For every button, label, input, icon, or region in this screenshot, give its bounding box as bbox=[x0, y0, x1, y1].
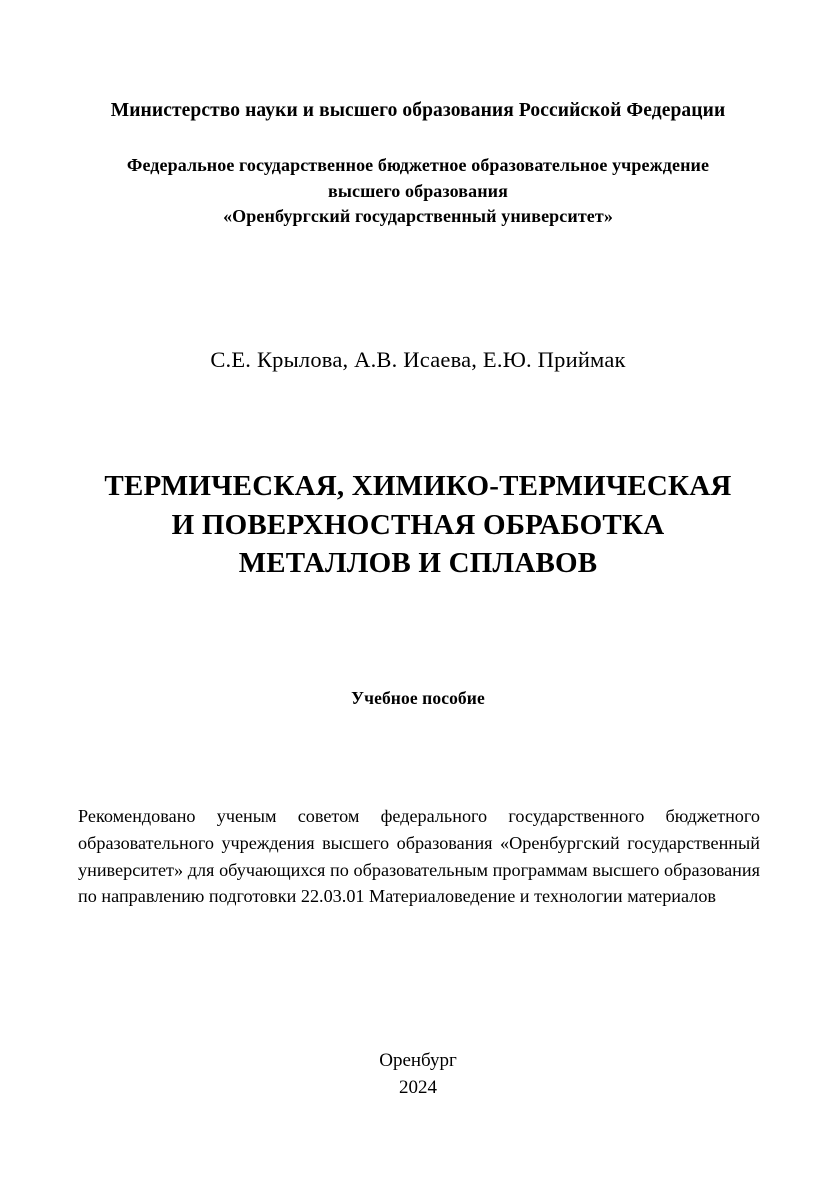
ministry-name: Министерство науки и высшего образования Российской Федерации bbox=[110, 100, 726, 121]
institution-line-1: Федеральное государственное бюджетное образовательное учреждение bbox=[126, 155, 710, 176]
title-line-1: ТЕРМИЧЕСКАЯ, ХИМИКО-ТЕРМИЧЕСКАЯ bbox=[104, 470, 732, 502]
page-title bbox=[58, 467, 778, 583]
imprint bbox=[78, 1048, 758, 1102]
institution-block bbox=[78, 153, 758, 230]
approval-statement bbox=[78, 803, 760, 910]
authors-line: С.Е. Крылова, А.В. Исаева, Е.Ю. Приймак bbox=[210, 347, 626, 372]
document-kind-label: Учебное пособие bbox=[351, 688, 485, 708]
approval-text: Рекомендовано ученым советом федерального государственного бюджетного образовательного учреждения высшего образования «Оренбургский государственный университет» для обучающихся по образовательным программам высшего образования по направлению подготовки 22.03.01 Материаловедение и технологии материалов bbox=[78, 806, 760, 907]
institution-name: «Оренбургский государственный университет» bbox=[223, 206, 613, 227]
masthead bbox=[78, 98, 758, 230]
imprint-year: 2024 bbox=[399, 1076, 437, 1098]
title-line-2: И ПОВЕРХНОСТНАЯ ОБРАБОТКА bbox=[171, 508, 665, 541]
title-line-3: МЕТАЛЛОВ И СПЛАВОВ bbox=[238, 547, 598, 580]
imprint-city: Оренбург bbox=[379, 1050, 457, 1071]
institution-line-2: высшего образования bbox=[328, 180, 508, 201]
